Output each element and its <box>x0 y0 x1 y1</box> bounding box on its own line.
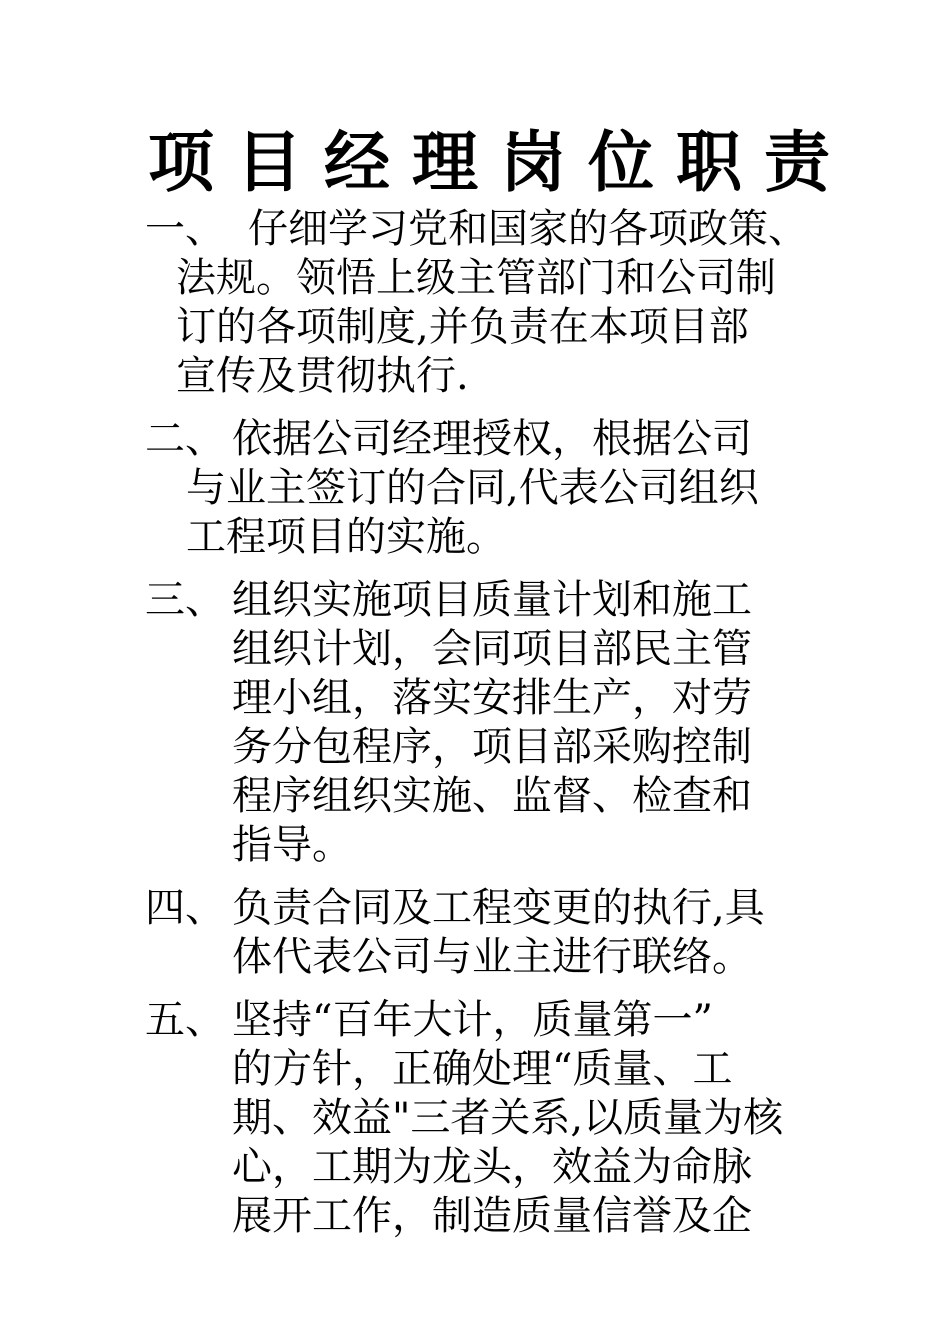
duty-item-line: 的方针，正确处理“质量、工 <box>232 1046 733 1092</box>
duty-item-marker: 二、 <box>145 416 225 462</box>
duty-item-5 <box>0 996 950 1241</box>
duty-item-line: 理小组，落实安排生产，对劳 <box>232 675 752 721</box>
duty-item-line: 程序组织实施、监督、检查和 <box>232 773 752 819</box>
duty-item-line: 组织计划，会同项目部民主管 <box>232 626 752 672</box>
duty-item-line: 负责合同及工程变更的执行,具 <box>232 885 765 931</box>
duty-item-marker: 五、 <box>145 997 225 1043</box>
duty-item-marker: 四、 <box>145 885 225 931</box>
duty-item-marker: 一、 <box>145 206 225 252</box>
duty-item-line: 法规。领悟上级主管部门和公司制 <box>176 255 776 301</box>
page-title: 项目经理岗位职责 <box>148 123 852 201</box>
duty-item-line: 务分包程序，项目部采购控制 <box>232 724 752 770</box>
duty-item-line: 体代表公司与业主进行联络。 <box>232 934 752 980</box>
duty-item-4 <box>0 884 950 982</box>
duty-item-marker: 三、 <box>145 577 225 623</box>
duty-item-line: 宣传及贯彻执行. <box>176 353 469 399</box>
duty-item-line: 依据公司经理授权，根据公司 <box>232 416 752 462</box>
duty-item-line: 期、效益"三者关系,以质量为核 <box>232 1095 784 1141</box>
duty-item-line: 订的各项制度,并负责在本项目部 <box>176 304 749 350</box>
duty-item-line: 仔细学习党和国家的各项政策、 <box>248 206 808 252</box>
duty-item-line: 指导。 <box>232 822 352 868</box>
duty-item-2 <box>0 415 950 562</box>
duty-list <box>0 205 950 1241</box>
duty-item-line: 工程项目的实施。 <box>186 514 506 560</box>
duty-item-3 <box>0 576 950 870</box>
duty-item-line: 展开工作，制造质量信誉及企 <box>232 1193 752 1239</box>
duty-item-line: 组织实施项目质量计划和施工 <box>232 577 752 623</box>
duty-item-1 <box>0 205 950 401</box>
duty-item-line: 心，工期为龙头，效益为命脉 <box>232 1144 752 1190</box>
duty-item-line: 坚持“百年大计，质量第一” <box>232 997 713 1043</box>
duty-item-line: 与业主签订的合同,代表公司组织 <box>186 465 759 511</box>
